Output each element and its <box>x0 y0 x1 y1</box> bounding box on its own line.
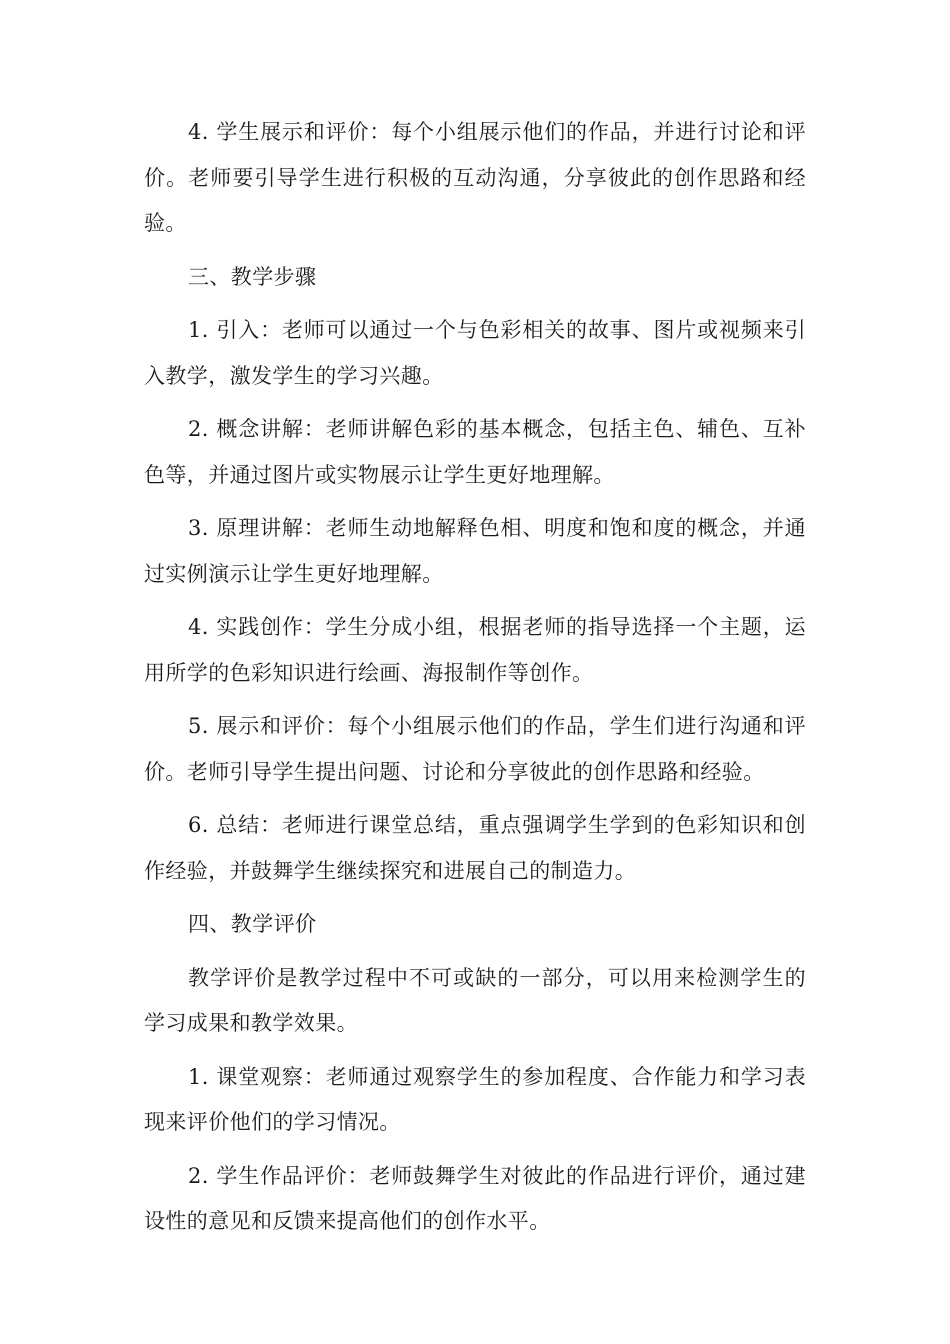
paragraph-step-showcase: 5. 展示和评价：每个小组展示他们的作品，学生们进行沟通和评价。老师引导学生提出问题、讨论和分享彼此的创作思路和经验。 <box>144 714 806 784</box>
paragraph-evaluation-works: 2. 学生作品评价：老师鼓舞学生对彼此的作品进行评价，通过建设性的意见和反馈来提高他们的创作水平。 <box>144 1163 806 1233</box>
paragraph-step-principle: 3. 原理讲解：老师生动地解释色相、明度和饱和度的概念，并通过实例演示让学生更好地理解。 <box>144 516 806 586</box>
paragraph-evaluation-intro: 教学评价是教学过程中不可或缺的一部分，可以用来检测学生的学习成果和教学效果。 <box>144 965 806 1035</box>
document-body <box>144 110 806 1253</box>
paragraph-step-concept: 2. 概念讲解：老师讲解色彩的基本概念，包括主色、辅色、互补色等，并通过图片或实物展示让学生更好地理解。 <box>144 417 806 487</box>
paragraph-step-practice: 4. 实践创作：学生分成小组，根据老师的指导选择一个主题，运用所学的色彩知识进行绘画、海报制作等创作。 <box>144 615 806 685</box>
section-heading-teaching-evaluation: 四、教学评价 <box>188 912 317 936</box>
paragraph-step-summary: 6. 总结：老师进行课堂总结，重点强调学生学到的色彩知识和创作经验，并鼓舞学生继续探究和进展自己的制造力。 <box>144 813 806 883</box>
paragraph-student-showcase: 4. 学生展示和评价：每个小组展示他们的作品，并进行讨论和评价。老师要引导学生进行积极的互动沟通，分享彼此的创作思路和经验。 <box>144 120 806 235</box>
paragraph-evaluation-observation: 1. 课堂观察：老师通过观察学生的参加程度、合作能力和学习表现来评价他们的学习情况。 <box>144 1064 806 1134</box>
paragraph-step-introduction: 1. 引入：老师可以通过一个与色彩相关的故事、图片或视频来引入教学，激发学生的学习兴趣。 <box>144 318 806 388</box>
section-heading-teaching-steps: 三、教学步骤 <box>188 264 317 289</box>
